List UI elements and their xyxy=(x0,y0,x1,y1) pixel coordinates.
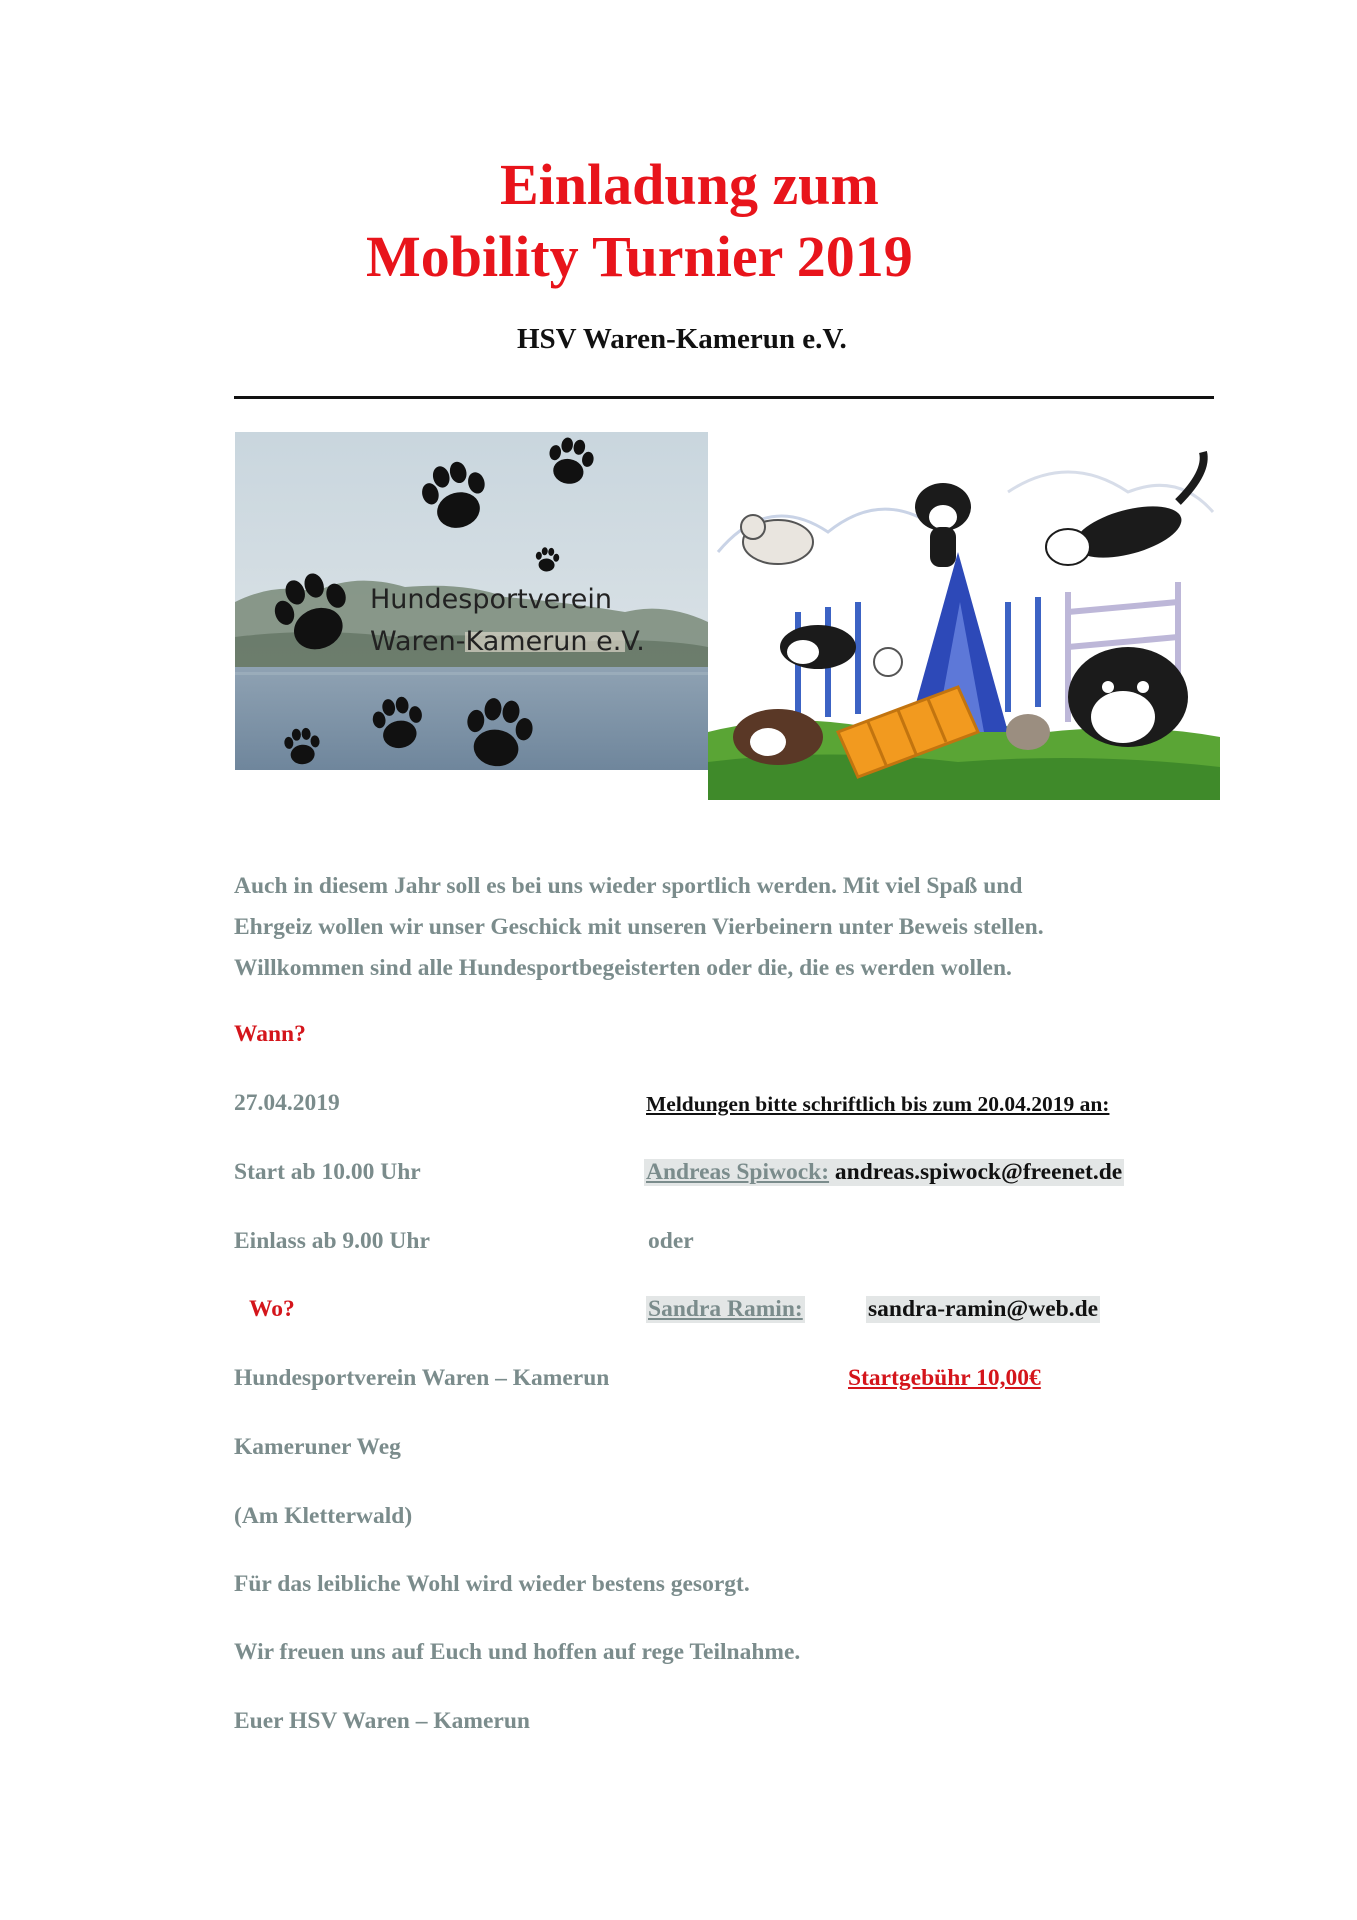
contact-2 xyxy=(646,1296,805,1323)
entry-time: Einlass ab 9.00 Uhr xyxy=(234,1228,430,1254)
or-text: oder xyxy=(648,1228,694,1254)
club-logo-image xyxy=(235,432,708,770)
contact-2-email-link[interactable]: sandra-ramin@web.de xyxy=(868,1296,1099,1322)
intro-line: Auch in diesem Jahr soll es bei uns wieder sportlich werden. Mit viel Spaß und xyxy=(234,873,1023,899)
contact-2-name: Sandra Ramin: xyxy=(648,1296,803,1322)
venue-note: (Am Kletterwald) xyxy=(234,1503,413,1529)
contact-1-name: Andreas Spiwock: xyxy=(646,1159,830,1185)
venue-street: Kameruner Weg xyxy=(234,1434,401,1460)
intro-line: Ehrgeiz wollen wir unser Geschick mit unseren Vierbeinern unter Beweis stellen. xyxy=(234,914,1044,940)
title-line-1: Einladung zum xyxy=(500,152,879,217)
subtitle: HSV Waren-Kamerun e.V. xyxy=(517,323,847,355)
intro-paragraph xyxy=(234,866,1044,989)
logo-text-line2: Waren-Kamerun e.V. xyxy=(370,626,645,657)
closing-line-2: Wir freuen uns auf Euch und hoffen auf rege Teilnahme. xyxy=(234,1639,801,1665)
registration-heading: Meldungen bitte schriftlich bis zum 20.04.2019 an: xyxy=(646,1092,1110,1116)
title-line-2: Mobility Turnier 2019 xyxy=(366,224,913,289)
contact-1-email-link[interactable]: andreas.spiwock@freenet.de xyxy=(834,1159,1123,1185)
venue-name: Hundesportverein Waren – Kamerun xyxy=(234,1365,610,1391)
start-time: Start ab 10.00 Uhr xyxy=(234,1159,421,1185)
intro-line: Willkommen sind alle Hundesportbegeisterten oder die, die es werden wollen. xyxy=(234,955,1012,981)
agility-dogs-illustration xyxy=(708,432,1220,800)
signature: Euer HSV Waren – Kamerun xyxy=(234,1708,530,1734)
closing-line-1: Für das leibliche Wohl wird wieder bestens gesorgt. xyxy=(234,1571,750,1597)
divider xyxy=(234,396,1214,399)
when-heading: Wann? xyxy=(234,1021,306,1047)
logo-text-line1: Hundesportverein xyxy=(370,584,613,615)
where-heading: Wo? xyxy=(249,1296,295,1322)
start-fee: Startgebühr 10,00€ xyxy=(848,1365,1041,1391)
contact-1 xyxy=(644,1159,1124,1186)
event-date: 27.04.2019 xyxy=(234,1090,340,1116)
